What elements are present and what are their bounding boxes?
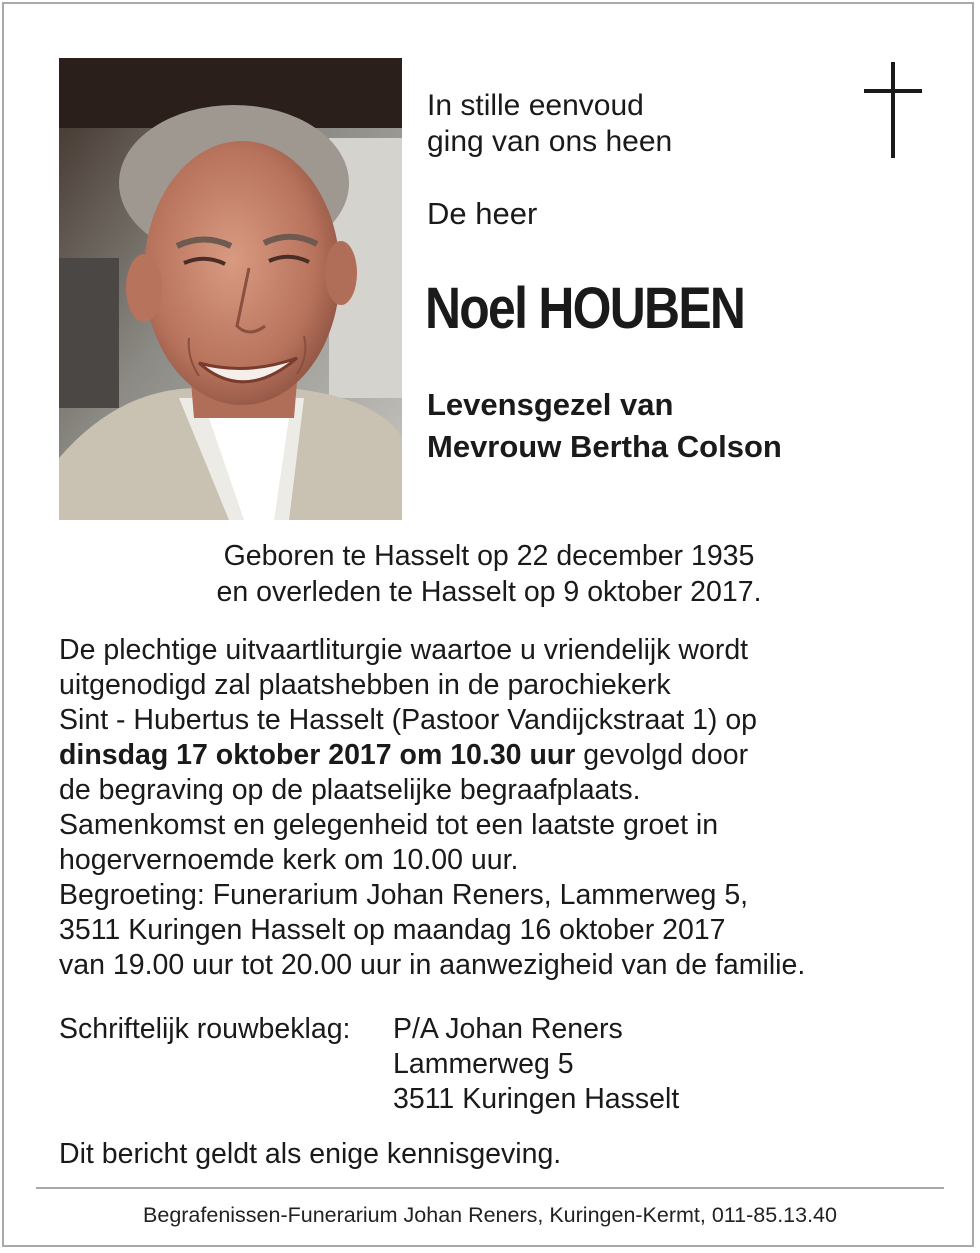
latin-cross-icon — [864, 62, 922, 158]
body-line: de begraving op de plaatselijke begraafplaats. — [59, 774, 641, 806]
body-line: 3511 Kuringen Hasselt op maandag 16 oktober 2017 — [59, 914, 726, 946]
footer-funeral-home: Begrafenissen-Funerarium Johan Reners, Kuringen-Kermt, 011-85.13.40 — [143, 1203, 837, 1227]
body-line: Begroeting: Funerarium Johan Reners, Lammerweg 5, — [59, 879, 749, 911]
address-line-3: 3511 Kuringen Hasselt — [393, 1083, 680, 1115]
body-line: van 19.00 uur tot 20.00 uur in aanwezigheid van de familie. — [59, 949, 806, 981]
address-line-2: Lammerweg 5 — [393, 1048, 574, 1080]
notice-text: Dit bericht geldt als enige kennisgeving. — [59, 1138, 562, 1170]
body-line: Samenkomst en gelegenheid tot een laatste groet in — [59, 809, 719, 841]
partner-info — [427, 384, 782, 468]
birth-death-dates — [59, 538, 919, 610]
intro-line-2: ging van ons heen — [427, 125, 673, 158]
body-line: hogervernoemde kerk om 10.00 uur. — [59, 844, 519, 876]
footer-divider — [36, 1187, 944, 1189]
deceased-name: Noel HOUBEN — [425, 276, 745, 341]
body-line: Sint - Hubertus te Hasselt (Pastoor Vandijckstraat 1) op — [59, 704, 758, 736]
condolences-address — [393, 1012, 679, 1117]
funeral-details — [59, 633, 959, 983]
partner-line-2: Mevrouw Bertha Colson — [427, 429, 782, 464]
partner-line-1: Levensgezel van — [427, 387, 674, 422]
condolences-label: Schriftelijk rouwbeklag: — [59, 1013, 351, 1045]
body-line: De plechtige uitvaartliturgie waartoe u vriendelijk wordt — [59, 634, 749, 666]
birth-line: Geboren te Hasselt op 22 december 1935 — [223, 540, 755, 572]
honorific: De heer — [427, 196, 538, 231]
portrait-photo — [59, 58, 402, 520]
death-line: en overleden te Hasselt op 9 oktober 2017. — [216, 576, 762, 608]
body-line-rest: gevolgd door — [575, 739, 749, 771]
intro-text — [427, 88, 672, 160]
service-datetime: dinsdag 17 oktober 2017 om 10.30 uur — [59, 739, 576, 771]
body-line-datetime — [59, 738, 959, 773]
intro-line-1: In stille eenvoud — [427, 89, 644, 122]
address-line-1: P/A Johan Reners — [393, 1013, 623, 1045]
body-line: uitgenodigd zal plaatshebben in de parochiekerk — [59, 669, 671, 701]
